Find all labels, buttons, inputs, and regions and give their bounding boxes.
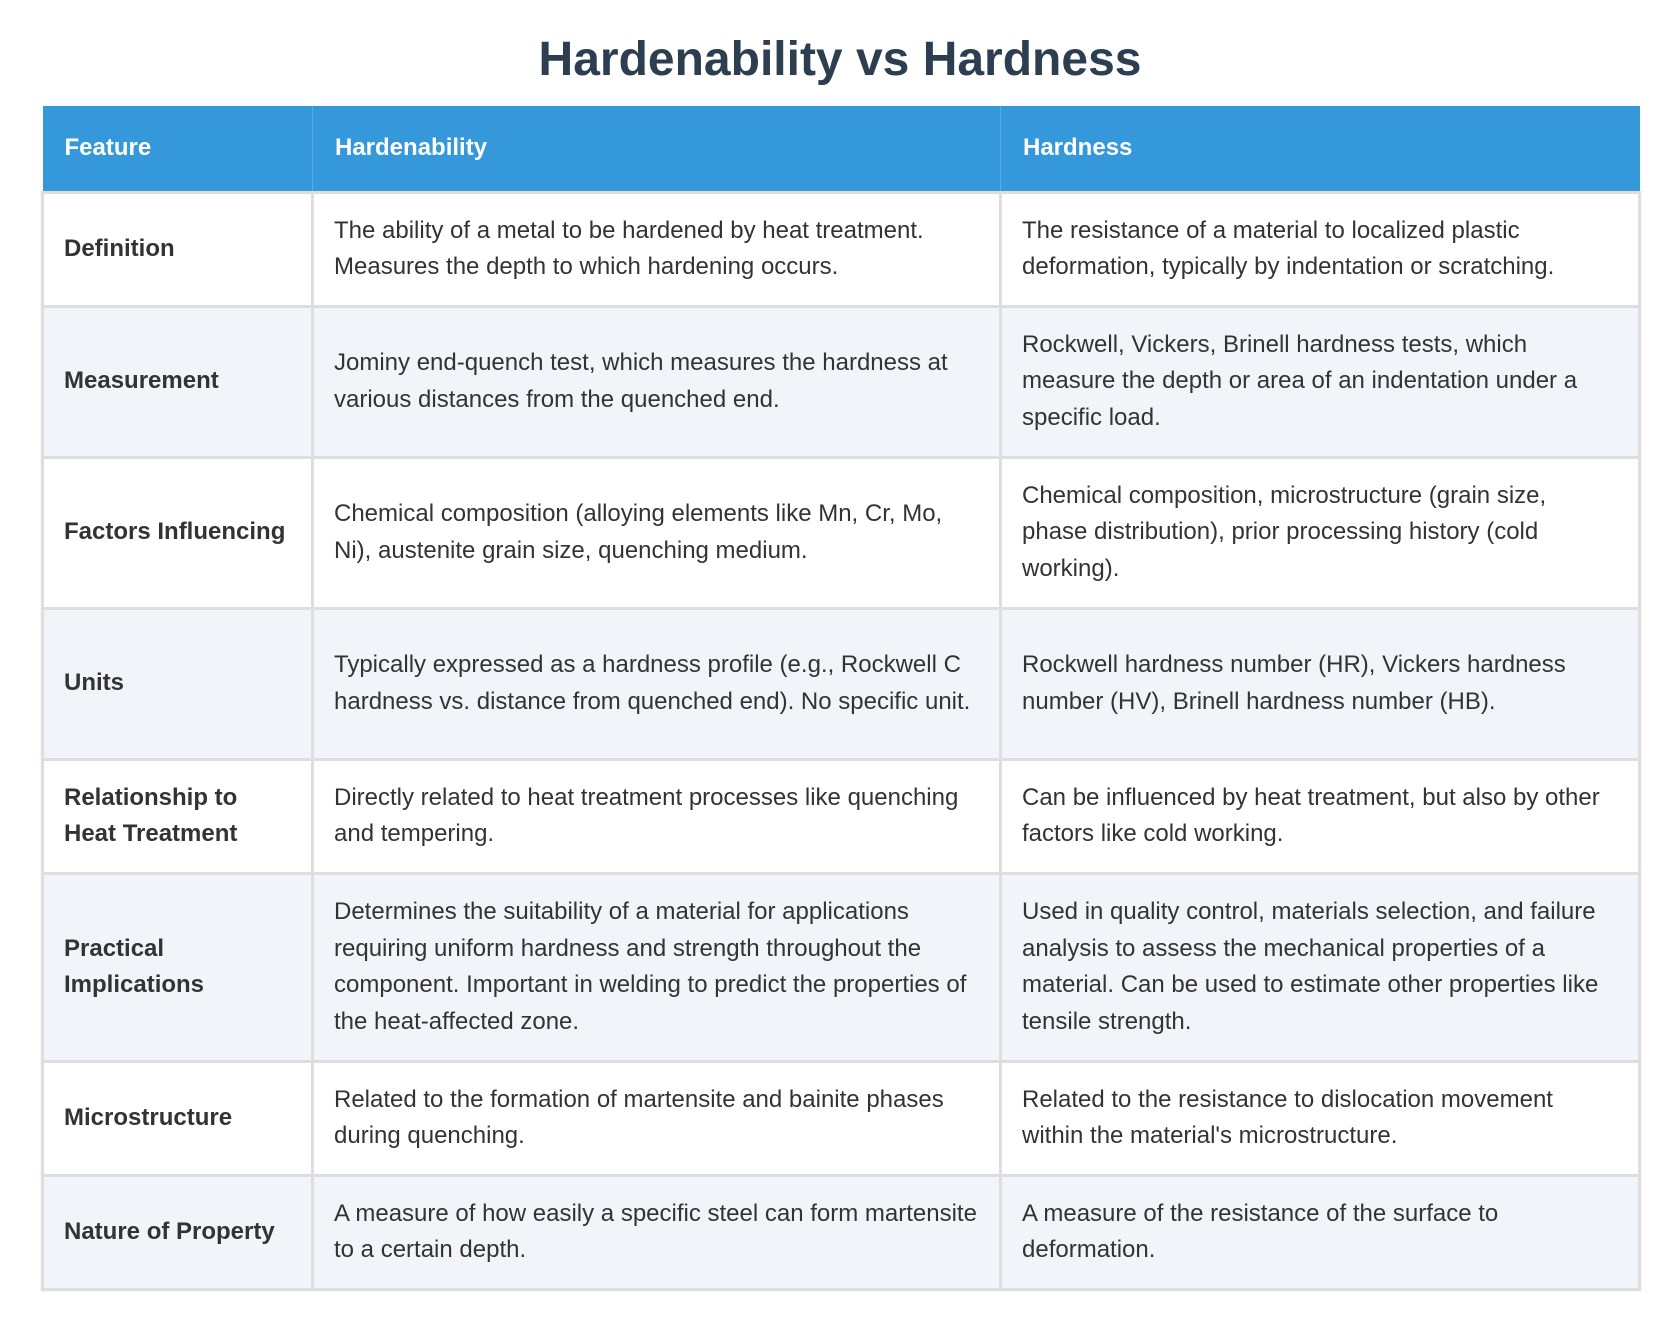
hardenability-cell: Chemical composition (alloying elements like Mn, Cr, Mo, Ni), austenite grain size, quenching medium.: [313, 457, 1001, 608]
hardness-cell: Related to the resistance to dislocation movement within the material's microstructure.: [1001, 1061, 1640, 1175]
feature-cell: Definition: [43, 192, 313, 306]
table-row: [43, 306, 1640, 457]
hardness-cell: A measure of the resistance of the surface to deformation.: [1001, 1175, 1640, 1289]
table-row: [43, 759, 1640, 873]
page-title: Hardenability vs Hardness: [538, 33, 1142, 86]
feature-cell: Units: [43, 608, 313, 759]
header-row: [43, 106, 1640, 192]
feature-cell: Microstructure: [43, 1061, 313, 1175]
column-header-feature: Feature: [43, 106, 313, 192]
hardness-cell: Rockwell hardness number (HR), Vickers hardness number (HV), Brinell hardness number (HB).: [1001, 608, 1640, 759]
hardenability-cell: A measure of how easily a specific steel can form martensite to a certain depth.: [313, 1175, 1001, 1289]
hardness-cell: Rockwell, Vickers, Brinell hardness tests, which measure the depth or area of an indentation under a specific load.: [1001, 306, 1640, 457]
hardenability-cell: Jominy end-quench test, which measures the hardness at various distances from the quenched end.: [313, 306, 1001, 457]
hardenability-cell: Typically expressed as a hardness profile (e.g., Rockwell C hardness vs. distance from quenched end). No specific unit.: [313, 608, 1001, 759]
comparison-table: [41, 106, 1641, 1291]
hardness-cell: Chemical composition, microstructure (grain size, phase distribution), prior processing history (cold working).: [1001, 457, 1640, 608]
feature-cell: Factors Influencing: [43, 457, 313, 608]
column-header-hardenability: Hardenability: [313, 106, 1001, 192]
table-row: [43, 873, 1640, 1061]
table-row: [43, 457, 1640, 608]
hardness-cell: The resistance of a material to localized plastic deformation, typically by indentation or scratching.: [1001, 192, 1640, 306]
table-row: [43, 1175, 1640, 1289]
table-header: [43, 106, 1640, 192]
hardenability-cell: Determines the suitability of a material for applications requiring uniform hardness and strength throughout the component. Important in welding to predict the properties of the heat-affected zone.: [313, 873, 1001, 1061]
hardenability-cell: The ability of a metal to be hardened by heat treatment. Measures the depth to which hardening occurs.: [313, 192, 1001, 306]
feature-cell: Practical Implications: [43, 873, 313, 1061]
hardness-cell: Can be influenced by heat treatment, but also by other factors like cold working.: [1001, 759, 1640, 873]
table-body: [43, 192, 1640, 1289]
table-row: [43, 608, 1640, 759]
hardness-cell: Used in quality control, materials selection, and failure analysis to assess the mechanical properties of a material. Can be used to estimate other properties like tensile strength.: [1001, 873, 1640, 1061]
hardenability-cell: Related to the formation of martensite and bainite phases during quenching.: [313, 1061, 1001, 1175]
hardenability-cell: Directly related to heat treatment processes like quenching and tempering.: [313, 759, 1001, 873]
feature-cell: Measurement: [43, 306, 313, 457]
table-row: [43, 1061, 1640, 1175]
table-row: [43, 192, 1640, 306]
column-header-hardness: Hardness: [1001, 106, 1640, 192]
feature-cell: Relationship to Heat Treatment: [43, 759, 313, 873]
feature-cell: Nature of Property: [43, 1175, 313, 1289]
